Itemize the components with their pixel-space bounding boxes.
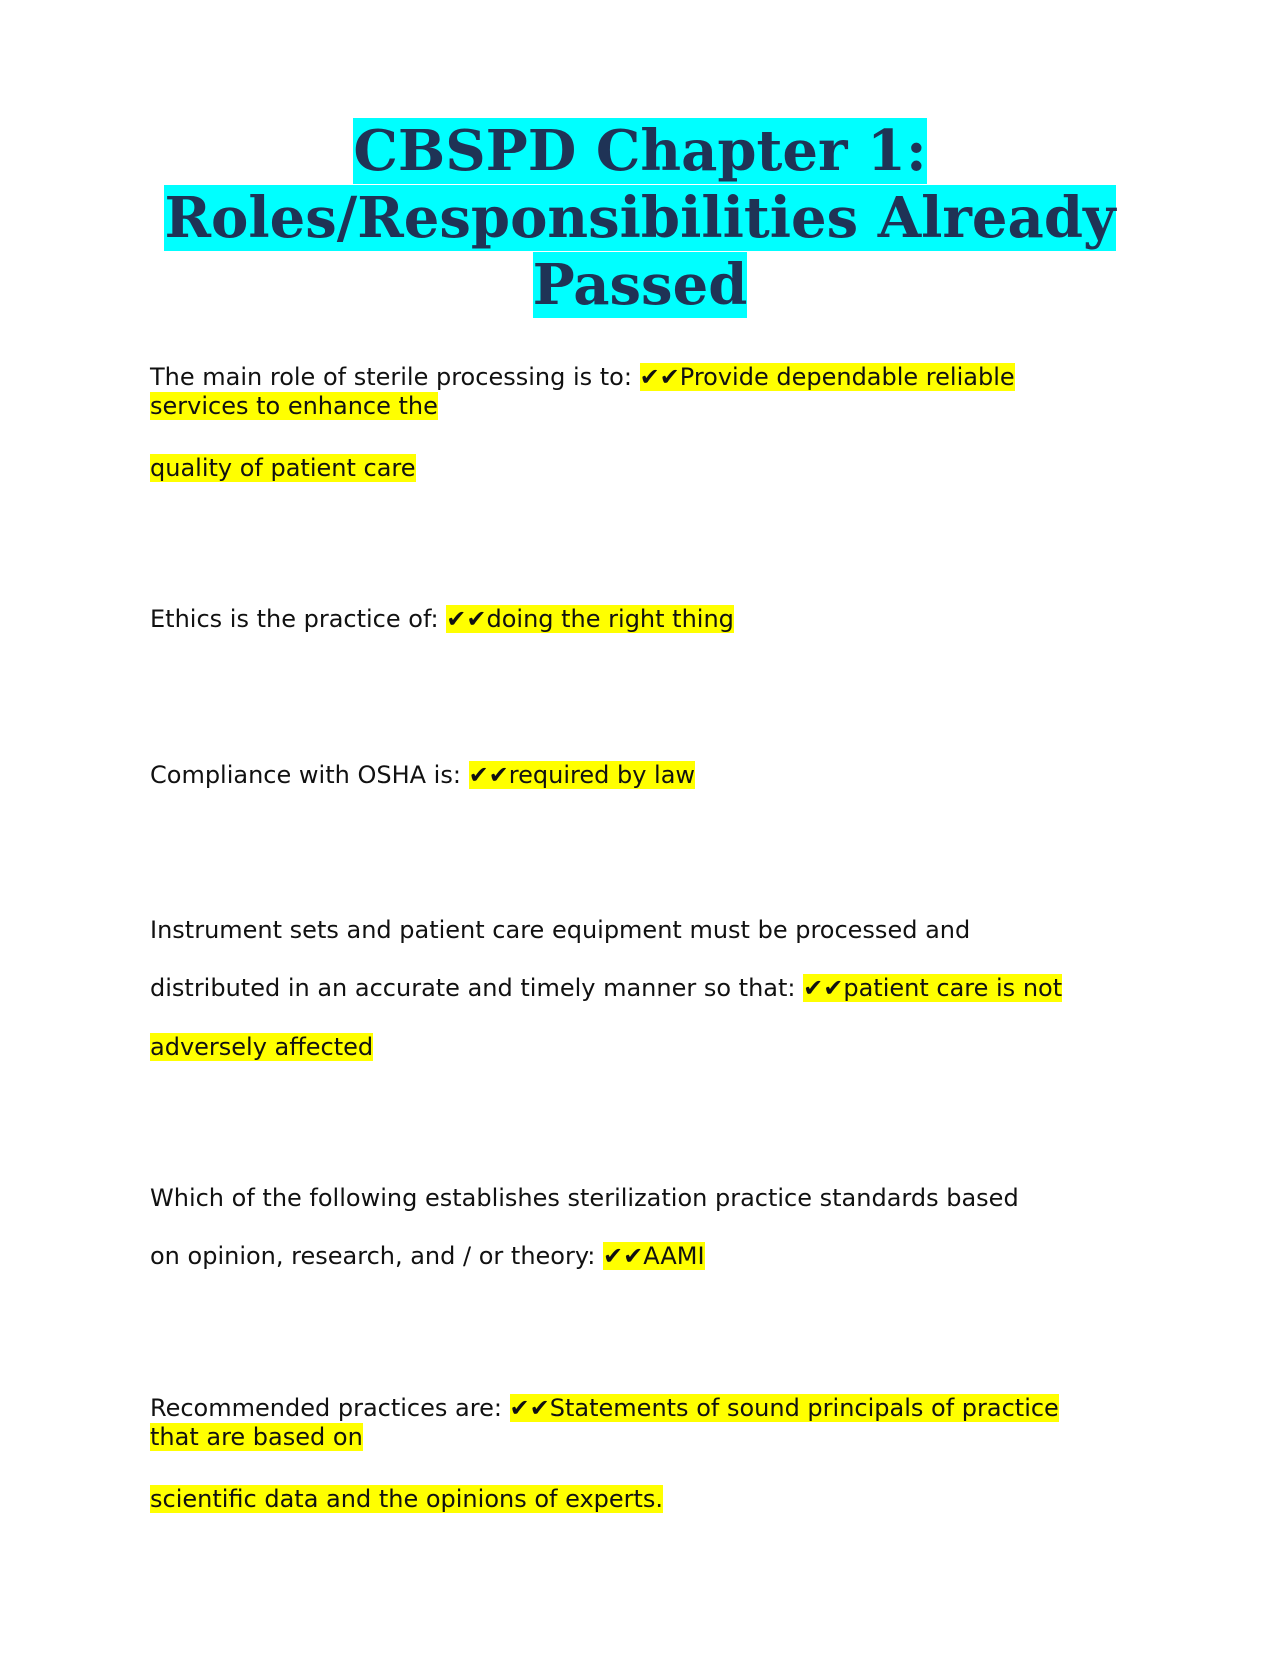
item-5-line-2 <box>150 1241 705 1271</box>
item-4-line-2 <box>150 973 1062 1003</box>
item-6-line-1 <box>150 1393 1059 1423</box>
item-1-answer-line-1: ✔✔Provide dependable reliable <box>639 363 1015 391</box>
item-6-answer-line-3: scientific data and the opinions of experts. <box>150 1485 664 1513</box>
document-title <box>150 118 1130 319</box>
item-4-question-line-2: distributed in an accurate and timely manner so that: <box>150 974 804 1002</box>
item-4-line-1 <box>150 915 970 945</box>
item-6-question: Recommended practices are: <box>150 1394 510 1422</box>
item-3-line-1 <box>150 760 695 790</box>
item-6-line-3 <box>150 1484 663 1514</box>
title-line-1: CBSPD Chapter 1: <box>353 118 927 184</box>
item-1-line-3 <box>150 453 416 483</box>
item-3-question: Compliance with OSHA is: <box>150 761 469 789</box>
item-1-answer-line-2: services to enhance the <box>150 392 438 420</box>
item-4-question-line-1: Instrument sets and patient care equipment must be processed and <box>150 916 971 944</box>
item-5-question-line-1: Which of the following establishes sterilization practice standards based <box>150 1184 1019 1212</box>
item-4-answer-line-1: ✔✔patient care is not <box>803 974 1063 1002</box>
item-2-line-1 <box>150 604 734 634</box>
item-1-line-2 <box>150 391 438 421</box>
item-1-line-1 <box>150 362 1015 392</box>
item-2-answer: ✔✔doing the right thing <box>446 605 734 633</box>
item-5-question-line-2: on opinion, research, and / or theory: <box>150 1242 604 1270</box>
title-line-3: Passed <box>532 252 748 318</box>
item-1-question: The main role of sterile processing is to: <box>150 363 640 391</box>
item-1-answer-line-3: quality of patient care <box>150 454 416 482</box>
item-6-answer-line-1: ✔✔Statements of sound principals of practice <box>509 1394 1059 1422</box>
item-5-line-1 <box>150 1183 1019 1213</box>
item-4-answer-line-2: adversely affected <box>150 1033 374 1061</box>
title-line-2: Roles/Responsibilities Already <box>164 185 1116 251</box>
item-3-answer: ✔✔required by law <box>468 761 696 789</box>
item-4-line-3 <box>150 1032 373 1062</box>
item-2-question: Ethics is the practice of: <box>150 605 447 633</box>
item-5-answer: ✔✔AAMI <box>603 1242 705 1270</box>
item-6-answer-line-2: that are based on <box>150 1423 363 1451</box>
item-6-line-2 <box>150 1422 363 1452</box>
